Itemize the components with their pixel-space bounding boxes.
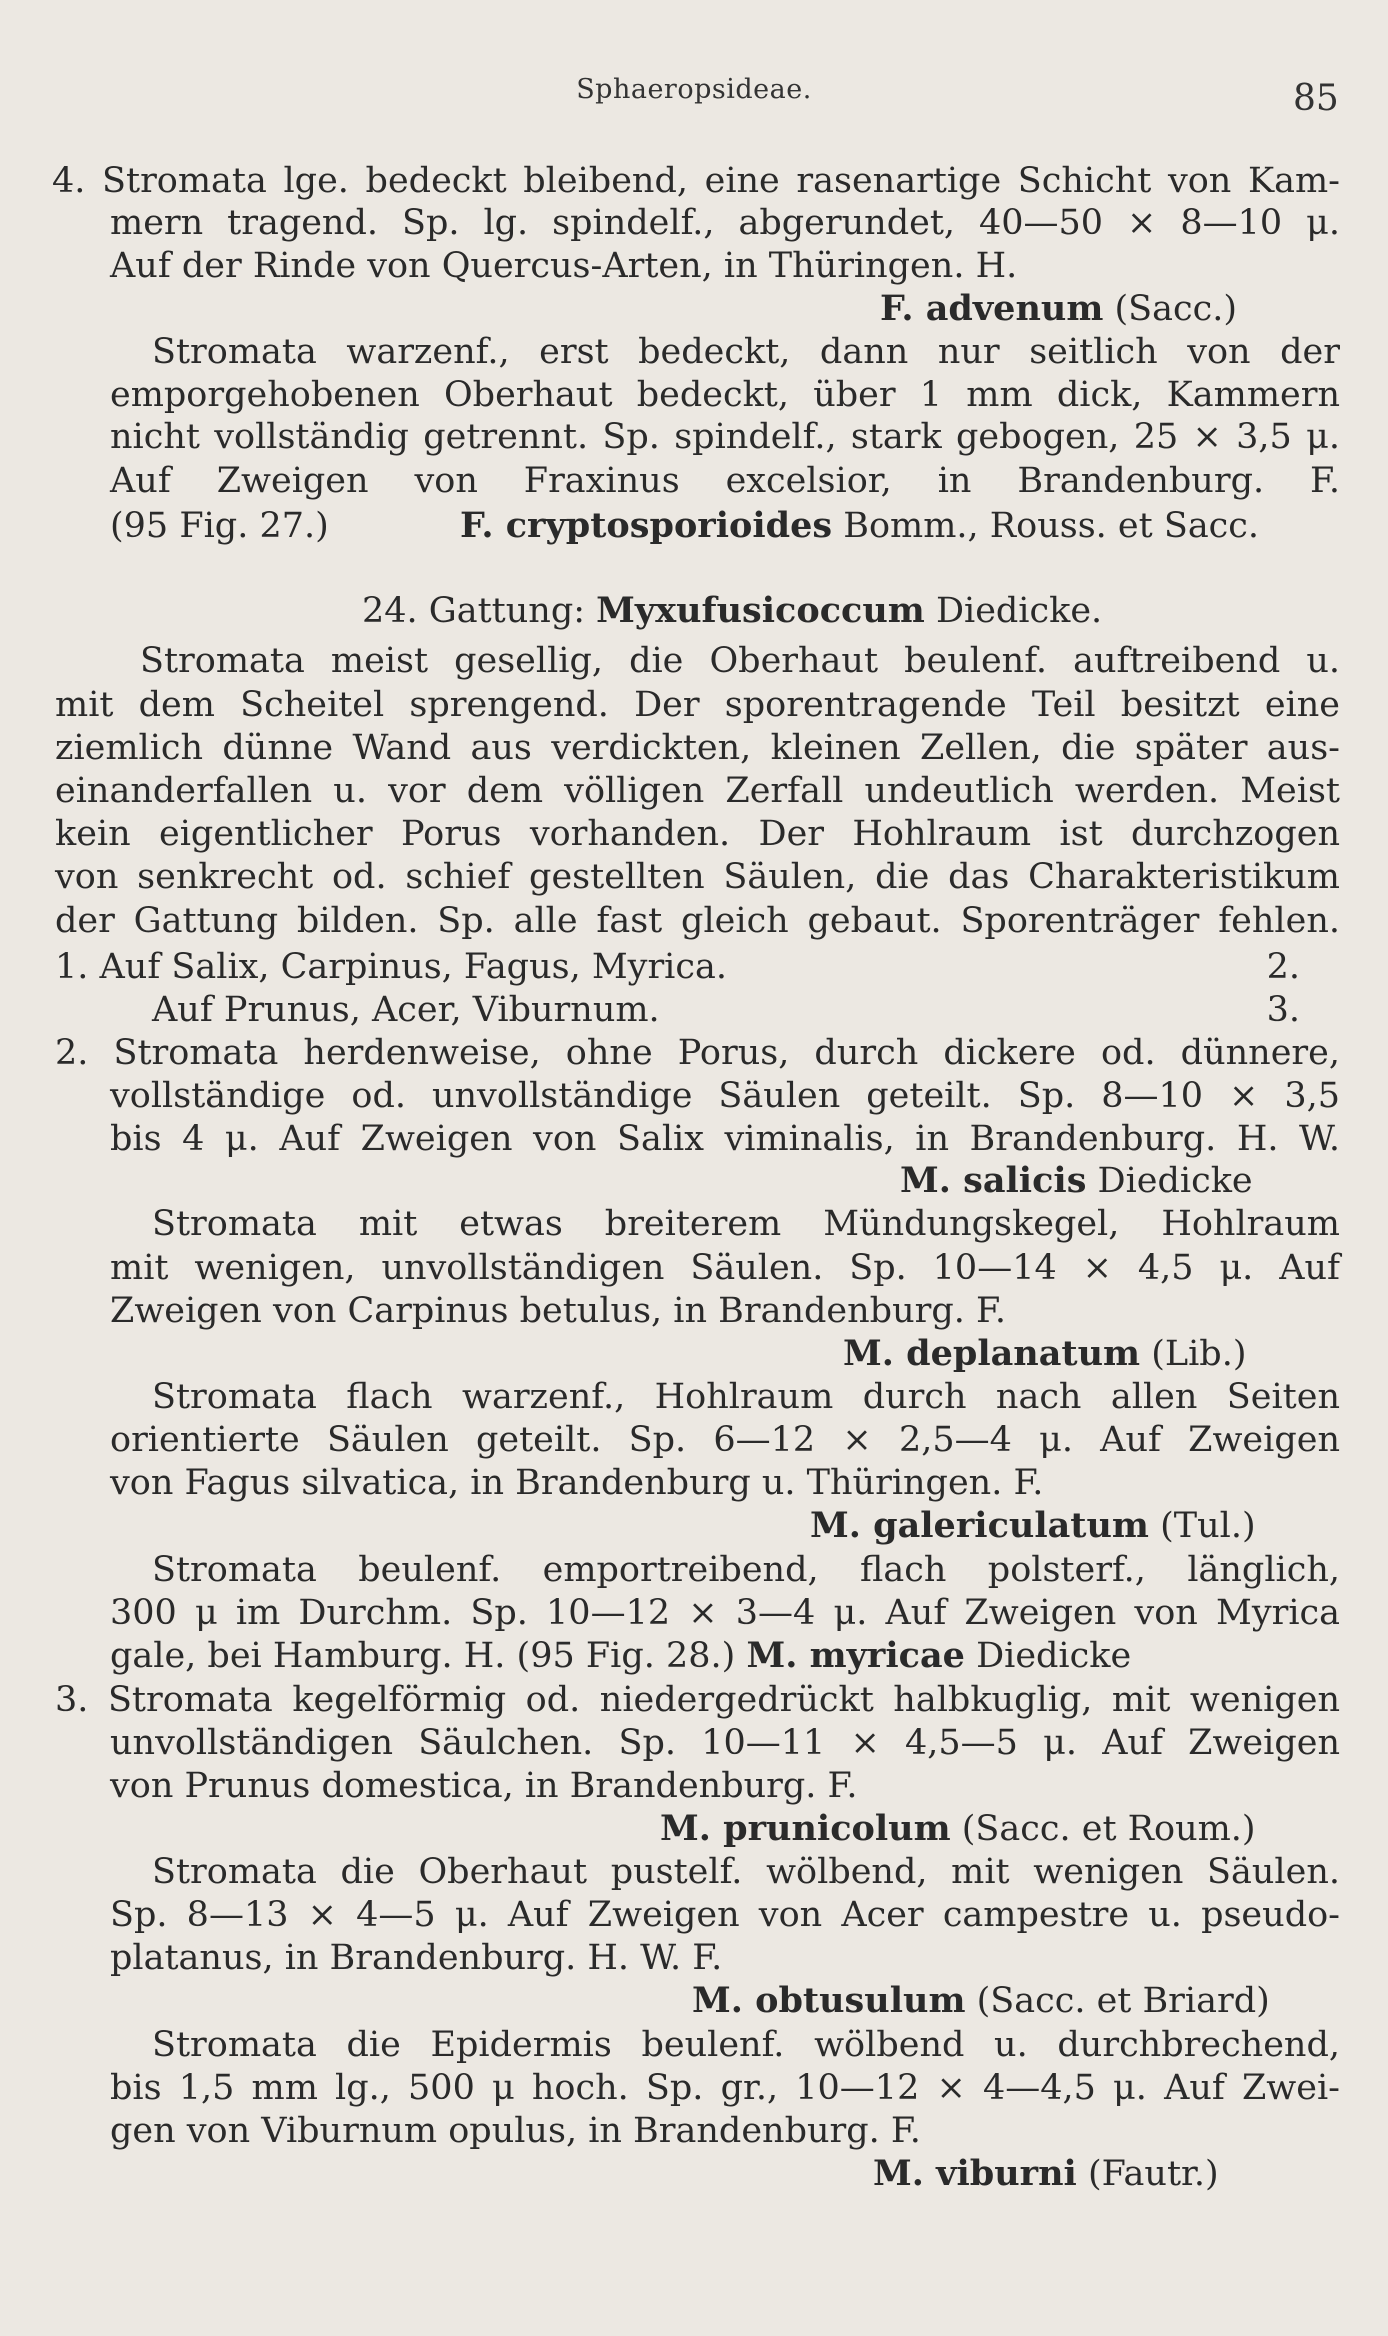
line-text: Sp. 8—13 × 4—5 μ. Auf Zweigen von Acer campestre u. pseudo- bbox=[110, 1895, 1340, 1935]
taxon-author: (Tul.) bbox=[1148, 1506, 1256, 1546]
line-prefix: 24. Gattung: bbox=[362, 591, 597, 631]
text-line bbox=[110, 1635, 1131, 1677]
page-number: 85 bbox=[1293, 78, 1339, 119]
line-text: Stromata mit etwas breiterem Mündungskegel, Hohlraum bbox=[152, 1204, 1340, 1244]
text-line bbox=[152, 989, 1300, 1031]
line-text: kein eigentlicher Porus vorhanden. Der Hohlraum ist durchzogen bbox=[55, 814, 1340, 854]
line-text: bis 1,5 mm lg., 500 μ hoch. Sp. gr., 10—12 × 4—4,5 μ. Auf Zwei- bbox=[110, 2068, 1340, 2108]
text-line bbox=[52, 160, 1340, 202]
line-text: mit dem Scheitel sprengend. Der sporentragende Teil besitzt eine bbox=[55, 685, 1340, 725]
line-text: von senkrecht od. schief gestellten Säulen, die das Charakteristikum bbox=[55, 857, 1340, 897]
line-text: 300 μ im Durchm. Sp. 10—12 × 3—4 μ. Auf Zweigen von Myrica bbox=[110, 1593, 1340, 1633]
text-line bbox=[843, 1333, 1246, 1375]
text-line bbox=[110, 2067, 1340, 2109]
taxon-author: (Lib.) bbox=[1140, 1334, 1247, 1374]
text-line bbox=[873, 2153, 1219, 2195]
text-line bbox=[110, 1462, 1043, 1504]
text-line bbox=[110, 1118, 1340, 1160]
text-line bbox=[55, 727, 1340, 769]
text-line bbox=[692, 1980, 1270, 2022]
taxon-author: Bomm., Rouss. et Sacc. bbox=[832, 506, 1260, 546]
text-line bbox=[55, 813, 1340, 855]
text-line bbox=[110, 1894, 1340, 1936]
key-reference: 3. bbox=[1266, 990, 1300, 1030]
line-prefix: (95 Fig. 27.) bbox=[110, 506, 329, 546]
taxon-name: F. cryptosporioides bbox=[460, 505, 833, 546]
text-line bbox=[55, 1679, 1340, 1721]
line-text: gen von Viburnum opulus, in Brandenburg. F. bbox=[110, 2111, 921, 2151]
text-line bbox=[55, 1032, 1340, 1074]
line-text: Stromata die Oberhaut pustelf. wölbend, mit wenigen Säulen. bbox=[152, 1852, 1340, 1892]
text-line bbox=[110, 1419, 1340, 1461]
line-text: Auf Zweigen von Fraxinus excelsior, in Brandenburg. F. bbox=[110, 461, 1340, 501]
text-line bbox=[110, 1937, 722, 1979]
taxon-name: M. prunicolum bbox=[660, 1808, 951, 1849]
taxon-name: M. deplanatum bbox=[843, 1333, 1141, 1374]
line-text: 3. Stromata kegelförmig od. niedergedrückt halbkuglig, mit wenigen bbox=[55, 1680, 1340, 1720]
taxon-name: M. salicis bbox=[900, 1160, 1087, 1201]
line-text: ziemlich dünne Wand aus verdickten, kleinen Zellen, die später aus- bbox=[55, 728, 1340, 768]
line-text: gale, bei Hamburg. H. (95 Fig. 28.) bbox=[110, 1636, 747, 1676]
text-line bbox=[362, 590, 1102, 632]
line-text: mern tragend. Sp. lg. spindelf., abgerundet, 40—50 × 8—10 μ. bbox=[110, 203, 1340, 243]
line-text: unvollständigen Säulchen. Sp. 10—11 × 4,5—5 μ. Auf Zweigen bbox=[110, 1723, 1340, 1763]
text-line bbox=[810, 1505, 1256, 1547]
key-reference: 2. bbox=[1266, 947, 1300, 987]
text-line bbox=[110, 1722, 1340, 1764]
taxon-name: M. galericulatum bbox=[810, 1505, 1149, 1546]
text-line bbox=[110, 460, 1340, 502]
taxon-author: Diedicke. bbox=[924, 591, 1103, 631]
line-text: emporgehobenen Oberhaut bedeckt, über 1 mm dick, Kammern bbox=[110, 375, 1340, 415]
line-text: Auf der Rinde von Quercus-Arten, in Thüringen. H. bbox=[110, 246, 1018, 286]
line-text: Stromata meist gesellig, die Oberhaut beulenf. auftreibend u. bbox=[140, 641, 1340, 681]
text-line bbox=[152, 1203, 1340, 1245]
line-text: von Prunus domestica, in Brandenburg. F. bbox=[110, 1766, 858, 1806]
taxon-name: M. viburni bbox=[873, 2153, 1077, 2194]
taxon-author: (Sacc. et Roum.) bbox=[950, 1809, 1256, 1849]
text-line bbox=[152, 331, 1340, 373]
taxon-author: Diedicke bbox=[1086, 1161, 1253, 1201]
taxon-author: Diedicke bbox=[964, 1636, 1132, 1676]
line-text: platanus, in Brandenburg. H. W. F. bbox=[110, 1938, 723, 1978]
text-line bbox=[152, 1376, 1340, 1418]
taxon-author: (Sacc. et Briard) bbox=[965, 1981, 1270, 2021]
line-text: Stromata die Epidermis beulenf. wölbend u. durchbrechend, bbox=[152, 2025, 1340, 2065]
text-line bbox=[55, 946, 1300, 988]
text-line bbox=[55, 900, 1340, 942]
line-text: orientierte Säulen geteilt. Sp. 6—12 × 2,5—4 μ. Auf Zweigen bbox=[110, 1420, 1340, 1460]
line-text: der Gattung bilden. Sp. alle fast gleich gebaut. Sporenträger fehlen. bbox=[55, 901, 1340, 941]
line-text: 1. Auf Salix, Carpinus, Fagus, Myrica. bbox=[55, 947, 727, 987]
taxon-name: M. obtusulum bbox=[692, 1980, 966, 2021]
text-line bbox=[110, 202, 1340, 244]
text-line bbox=[110, 1290, 1006, 1332]
taxon-name: F. advenum bbox=[880, 288, 1104, 329]
line-text: Stromata flach warzenf., Hohlraum durch nach allen Seiten bbox=[152, 1377, 1340, 1417]
line-text: Auf Prunus, Acer, Viburnum. bbox=[152, 990, 660, 1030]
text-line bbox=[660, 1808, 1256, 1850]
line-text: Stromata beulenf. emportreibend, flach polsterf., länglich, bbox=[152, 1550, 1340, 1590]
text-line bbox=[880, 288, 1237, 330]
text-line bbox=[110, 1075, 1340, 1117]
line-text: Stromata warzenf., erst bedeckt, dann nur seitlich von der bbox=[152, 332, 1340, 372]
taxon-name: Myxufusicoccum bbox=[596, 590, 925, 631]
taxon-author: (Sacc.) bbox=[1103, 289, 1237, 329]
text-line bbox=[900, 1160, 1253, 1202]
line-text: vollständige od. unvollständige Säulen geteilt. Sp. 8—10 × 3,5 bbox=[110, 1076, 1340, 1116]
line-text: 2. Stromata herdenweise, ohne Porus, durch dickere od. dünnere, bbox=[55, 1033, 1340, 1073]
line-text: bis 4 μ. Auf Zweigen von Salix viminalis, in Brandenburg. H. W. bbox=[110, 1119, 1340, 1159]
text-line bbox=[110, 505, 1259, 547]
line-text: nicht vollständig getrennt. Sp. spindelf., stark gebogen, 25 × 3,5 μ. bbox=[110, 417, 1340, 457]
line-text: von Fagus silvatica, in Brandenburg u. Thüringen. F. bbox=[110, 1463, 1044, 1503]
text-line bbox=[110, 1592, 1340, 1634]
text-line bbox=[152, 1851, 1340, 1893]
text-line bbox=[110, 416, 1340, 458]
text-line bbox=[152, 1549, 1340, 1591]
text-line bbox=[110, 2110, 921, 2152]
text-line bbox=[55, 770, 1340, 812]
text-line bbox=[55, 684, 1340, 726]
running-header-title: Sphaeropsideae. bbox=[576, 74, 812, 105]
text-line bbox=[110, 1247, 1340, 1289]
text-line bbox=[110, 374, 1340, 416]
text-line bbox=[140, 640, 1340, 682]
line-text: mit wenigen, unvollständigen Säulen. Sp. 10—14 × 4,5 μ. Auf bbox=[110, 1248, 1340, 1288]
text-line bbox=[55, 856, 1340, 898]
line-text: einanderfallen u. vor dem völligen Zerfall undeutlich werden. Meist bbox=[55, 771, 1340, 811]
taxon-author: (Fautr.) bbox=[1076, 2154, 1219, 2194]
line-text: Zweigen von Carpinus betulus, in Brandenburg. F. bbox=[110, 1291, 1006, 1331]
text-line bbox=[110, 1765, 858, 1807]
text-line bbox=[152, 2024, 1340, 2066]
taxon-name: M. myricae bbox=[746, 1635, 965, 1676]
line-text: 4. Stromata lge. bedeckt bleibend, eine rasenartige Schicht von Kam- bbox=[52, 161, 1340, 201]
text-line bbox=[110, 245, 1340, 287]
